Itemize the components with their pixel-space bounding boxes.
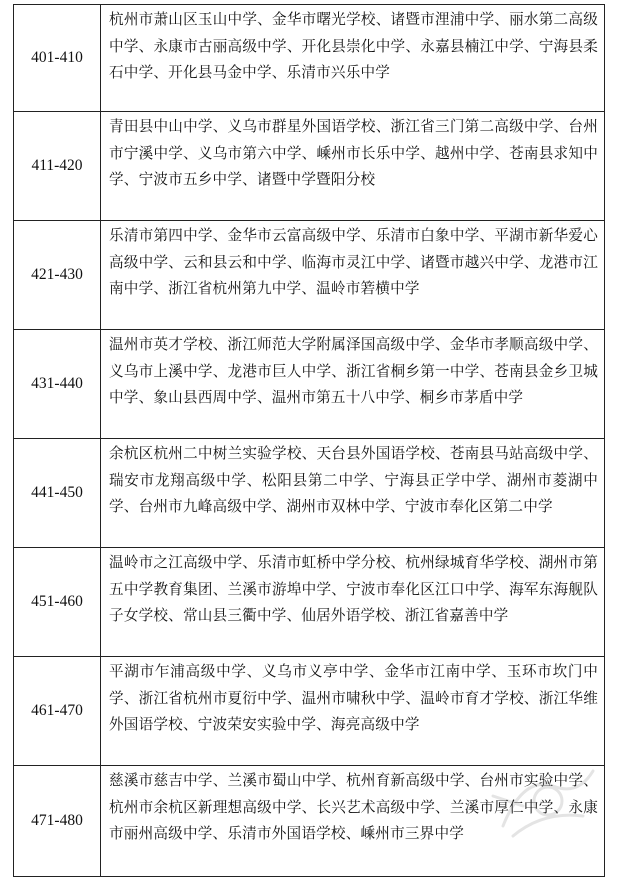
rank-range: 411-420 (14, 112, 101, 221)
school-list: 杭州市萧山区玉山中学、金华市曙光学校、诸暨市浬浦中学、丽水第二高级中学、永康市古丽高级中学、开化县崇化中学、永嘉县楠江中学、宁海县柔石中学、开化县马金中学、乐清市兴乐中学 (101, 5, 605, 112)
school-list: 平湖市乍浦高级中学、义乌市义亭中学、金华市江南中学、玉环市坎门中学、浙江省杭州市夏衍中学、温州市啸秋中学、温岭市育才学校、浙江华维外国语学校、宁波荣安实验中学、海亮高级中学 (101, 657, 605, 766)
table-row (14, 221, 605, 330)
school-list: 乐清市第四中学、金华市云富高级中学、乐清市白象中学、平湖市新华爱心高级中学、云和县云和中学、临海市灵江中学、诸暨市越兴中学、龙港市江南中学、浙江省杭州第九中学、温岭市箬横中学 (101, 221, 605, 330)
table-row (14, 657, 605, 766)
table-row (14, 5, 605, 112)
rank-range: 471-480 (14, 766, 101, 877)
school-list: 温岭市之江高级中学、乐清市虹桥中学分校、杭州绿城育华学校、湖州市第五中学教育集团、兰溪市游埠中学、宁波市奉化区江口中学、海军东海舰队子女学校、常山县三衢中学、仙居外语学校、浙江省嘉善中学 (101, 548, 605, 657)
table-row (14, 548, 605, 657)
rank-range: 431-440 (14, 330, 101, 439)
school-list: 温州市英才学校、浙江师范大学附属泽国高级中学、金华市孝顺高级中学、义乌市上溪中学、龙港市巨人中学、浙江省桐乡第一中学、苍南县金乡卫城中学、象山县西周中学、温州市第五十八中学、桐乡市茅盾中学 (101, 330, 605, 439)
table-row (14, 112, 605, 221)
rank-range: 461-470 (14, 657, 101, 766)
table-row (14, 439, 605, 548)
table-row (14, 330, 605, 439)
school-ranking-table (13, 4, 605, 877)
rank-range: 421-430 (14, 221, 101, 330)
school-list: 余杭区杭州二中树兰实验学校、天台县外国语学校、苍南县马站高级中学、瑞安市龙翔高级中学、松阳县第二中学、宁海县正学中学、湖州市菱湖中学、台州市九峰高级中学、湖州市双林中学、宁波市奉化区第二中学 (101, 439, 605, 548)
school-list: 青田县中山中学、义乌市群星外国语学校、浙江省三门第二高级中学、台州市宁溪中学、义乌市第六中学、嵊州市长乐中学、越州中学、苍南县求知中学、宁波市五乡中学、诸暨中学暨阳分校 (101, 112, 605, 221)
table-row (14, 766, 605, 877)
rank-range: 451-460 (14, 548, 101, 657)
rank-range: 401-410 (14, 5, 101, 112)
rank-range: 441-450 (14, 439, 101, 548)
school-list: 慈溪市慈吉中学、兰溪市蜀山中学、杭州育新高级中学、台州市实验中学、杭州市余杭区新理想高级中学、长兴艺术高级中学、兰溪市厚仁中学、永康市丽州高级中学、乐清市外国语学校、嵊州市三界中学 (101, 766, 605, 877)
